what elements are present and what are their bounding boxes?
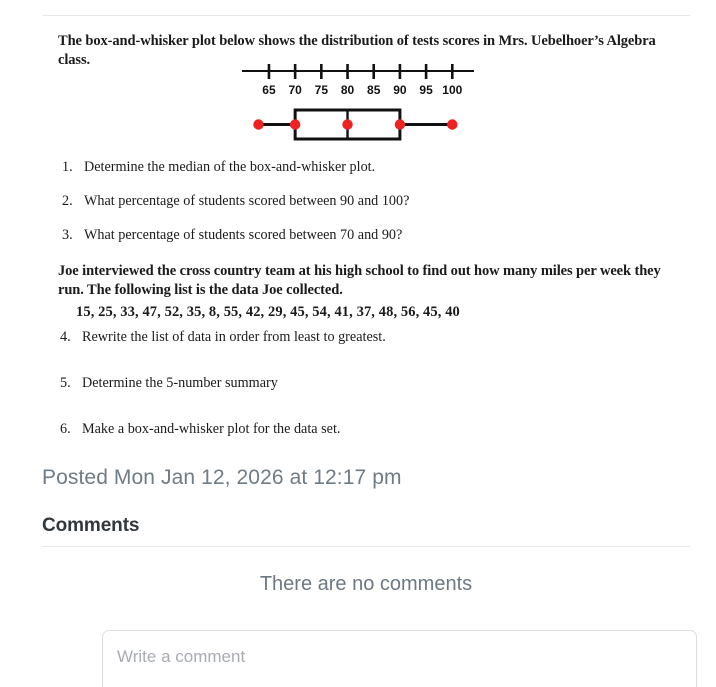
question-2 <box>62 192 409 210</box>
question-1 <box>62 158 375 176</box>
question-6-text: Make a box-and-whisker plot for the data set. <box>82 421 341 437</box>
svg-text:100: 100 <box>442 83 463 97</box>
question-4-text: Rewrite the list of data in order from least to greatest. <box>82 329 386 345</box>
joe-paragraph: Joe interviewed the cross country team at his high school to find out how many miles per week they run. The following list is the data Joe collected. <box>58 263 661 299</box>
question-5 <box>60 374 278 392</box>
question-6 <box>60 420 340 438</box>
svg-text:75: 75 <box>314 83 329 97</box>
question-2-number: 2. <box>62 193 73 209</box>
question-3-number: 3. <box>62 227 73 243</box>
question-1-text: Determine the median of the box-and-whisker plot. <box>84 159 376 175</box>
svg-text:65: 65 <box>262 83 276 97</box>
question-1-number: 1. <box>62 159 73 175</box>
comments-divider <box>42 546 690 547</box>
svg-text:80: 80 <box>340 83 355 97</box>
question-3 <box>62 226 402 244</box>
top-divider <box>42 15 690 16</box>
question-6-number: 6. <box>60 421 71 437</box>
svg-text:95: 95 <box>419 83 433 97</box>
comment-input-placeholder: Write a comment <box>117 647 246 666</box>
box-plot-chart <box>240 62 476 148</box>
comment-input-box[interactable] <box>102 630 697 687</box>
svg-text:70: 70 <box>288 83 302 97</box>
worksheet-intro-text: The box-and-whisker plot below shows the distribution of tests scores in Mrs. Uebelhoer’s Algebra class. <box>58 33 656 69</box>
data-list-values: 15, 25, 33, 47, 52, 35, 8, 55, 42, 29, 45, 54, 41, 37, 48, 56, 45, 40 <box>76 304 460 320</box>
question-5-number: 5. <box>60 375 71 391</box>
comments-heading: Comments <box>42 515 140 536</box>
question-2-text: What percentage of students scored between 90 and 100? <box>84 193 410 209</box>
svg-text:85: 85 <box>367 83 381 97</box>
question-5-text: Determine the 5-number summary <box>82 375 278 391</box>
no-comments-message: There are no comments <box>259 573 473 595</box>
question-4 <box>60 328 386 346</box>
question-4-number: 4. <box>60 329 71 345</box>
box-and-whisker-figure <box>240 62 476 148</box>
post-timestamp: Posted Mon Jan 12, 2026 at 12:17 pm <box>42 466 402 489</box>
svg-text:90: 90 <box>393 83 407 97</box>
question-3-text: What percentage of students scored between 70 and 90? <box>84 227 403 243</box>
